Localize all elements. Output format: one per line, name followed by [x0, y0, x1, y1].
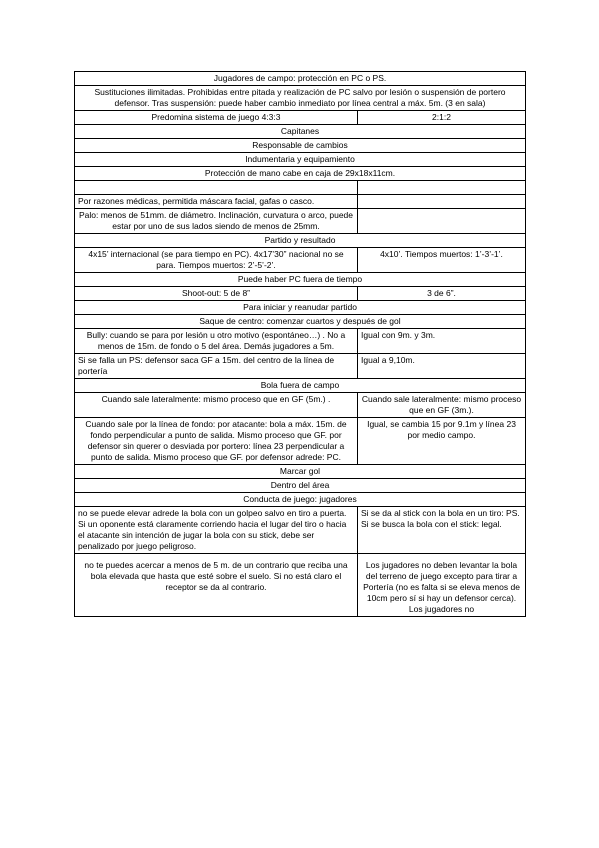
table-row	[75, 273, 526, 287]
left-cell: Cuando sale por la línea de fondo: por atacante: bola a máx. 15m. de fondo perpendicular a punto de salida. Mismo proceso que GF. por defensor sin querer o desviada por portero: línea 23 perpendicular a punto de salida. Mismo proceso que GF. por defensor adrede: PC.	[75, 418, 358, 465]
full-cell: Conducta de juego: jugadores	[75, 493, 526, 507]
full-cell: Partido y resultado	[75, 234, 526, 248]
left-cell: no se puede elevar adrede la bola con un golpeo salvo en tiro a puerta. Si un oponente está claramente corriendo hacia el lugar del tiro o hacia el atacante sin intención de jugar la bola con su stick, debe ser penalizado por juego peligroso.	[75, 507, 358, 554]
rules-table	[74, 71, 526, 617]
full-cell: Saque de centro: comenzar cuartos y después de gol	[75, 315, 526, 329]
table-row	[75, 301, 526, 315]
left-cell: 4x15’ internacional (se para tiempo en PC). 4x17’30” nacional no se para. Tiempos muertos: 2’-5’-2’.	[75, 248, 358, 273]
right-cell	[358, 209, 526, 234]
table-row	[75, 465, 526, 479]
full-cell: Para iniciar y reanudar partido	[75, 301, 526, 315]
table-row	[75, 329, 526, 354]
right-cell: Si se da al stick con la bola en un tiro: PS. Si se busca la bola con el stick: legal.	[358, 507, 526, 554]
left-cell: Si se falla un PS: defensor saca GF a 15m. del centro de la línea de portería	[75, 354, 358, 379]
left-cell: Bully: cuando se para por lesión u otro motivo (espontáneo…) . No a menos de 15m. de fondo o 5 del área. Demás jugadores a 5m.	[75, 329, 358, 354]
table-row	[75, 479, 526, 493]
right-cell	[358, 195, 526, 209]
left-cell: no te puedes acercar a menos de 5 m. de un contrario que reciba una bola elevada que hasta que esté sobre el suelo. Si no está claro el receptor se da al contrario.	[75, 554, 358, 617]
full-cell: Protección de mano cabe en caja de 29x18x11cm.	[75, 167, 526, 181]
full-cell: Indumentaria y equipamiento	[75, 153, 526, 167]
table-row	[75, 72, 526, 86]
table-row	[75, 181, 526, 195]
right-cell: 2:1:2	[358, 111, 526, 125]
table-row	[75, 379, 526, 393]
full-cell: Responsable de cambios	[75, 139, 526, 153]
full-cell: Dentro del área	[75, 479, 526, 493]
right-cell	[358, 181, 526, 195]
table-row	[75, 111, 526, 125]
table-row	[75, 418, 526, 465]
full-cell: Puede haber PC fuera de tiempo	[75, 273, 526, 287]
left-cell	[75, 181, 358, 195]
left-cell: Por razones médicas, permitida máscara facial, gafas o casco.	[75, 195, 358, 209]
table-row	[75, 167, 526, 181]
right-cell: Cuando sale lateralmente: mismo proceso que en GF (3m.).	[358, 393, 526, 418]
table-row	[75, 287, 526, 301]
full-cell: Jugadores de campo: protección en PC o PS.	[75, 72, 526, 86]
full-cell: Marcar gol	[75, 465, 526, 479]
table-row	[75, 554, 526, 617]
table-row	[75, 125, 526, 139]
table-row	[75, 354, 526, 379]
table-row	[75, 315, 526, 329]
table-row	[75, 248, 526, 273]
left-cell: Cuando sale lateralmente: mismo proceso que en GF (5m.) .	[75, 393, 358, 418]
right-cell: Igual con 9m. y 3m.	[358, 329, 526, 354]
full-cell: Capitanes	[75, 125, 526, 139]
right-cell: Igual a 9,10m.	[358, 354, 526, 379]
left-cell: Shoot-out: 5 de 8”	[75, 287, 358, 301]
table-row	[75, 493, 526, 507]
rules-table-body	[75, 72, 526, 617]
left-cell: Predomina sistema de juego 4:3:3	[75, 111, 358, 125]
left-cell: Palo: menos de 51mm. de diámetro. Inclinación, curvatura o arco, puede estar por uno de sus lados siendo de menos de 25mm.	[75, 209, 358, 234]
table-row	[75, 195, 526, 209]
full-cell: Bola fuera de campo	[75, 379, 526, 393]
right-cell: 4x10’. Tiempos muertos: 1’-3’-1’.	[358, 248, 526, 273]
table-row	[75, 153, 526, 167]
document-page	[74, 71, 525, 617]
table-row	[75, 507, 526, 554]
right-cell: 3 de 6”.	[358, 287, 526, 301]
table-row	[75, 86, 526, 111]
table-row	[75, 209, 526, 234]
table-row	[75, 234, 526, 248]
table-row	[75, 393, 526, 418]
right-cell: Los jugadores no deben levantar la bola del terreno de juego excepto para tirar a Portería (no es falta si se eleva menos de 10cm pero sí si hay un defensor cerca). Los jugadores no	[358, 554, 526, 617]
table-row	[75, 139, 526, 153]
full-cell: Sustituciones ilimitadas. Prohibidas entre pitada y realización de PC salvo por lesión o suspensión de portero defensor. Tras suspensión: puede haber cambio inmediato por línea central a máx. 5m. (3 en sala)	[75, 86, 526, 111]
right-cell: Igual, se cambia 15 por 9.1m y línea 23 por medio campo.	[358, 418, 526, 465]
